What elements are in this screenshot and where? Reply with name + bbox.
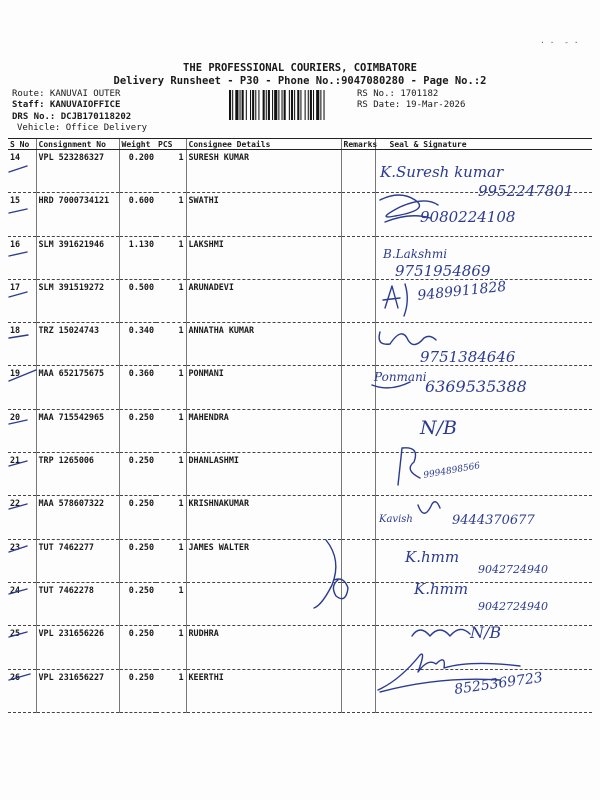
cell-consignee: KRISHNAKUMAR — [186, 496, 341, 539]
col-signature: Seal & Signature — [375, 139, 592, 150]
table-row — [8, 496, 592, 539]
cell-weight: 0.250 — [119, 409, 156, 452]
cell-signature — [375, 150, 592, 193]
cell-pcs: 1 — [156, 236, 186, 279]
cell-consignment: TUT 7462278 — [36, 582, 119, 625]
cell-signature — [375, 409, 592, 452]
col-sno: S No — [8, 139, 36, 150]
cell-signature — [375, 366, 592, 409]
table-row — [8, 539, 592, 582]
cell-weight: 0.250 — [119, 669, 156, 712]
barcode-bar — [258, 90, 259, 120]
cell-weight: 1.130 — [119, 236, 156, 279]
col-remarks: Remarks — [341, 139, 375, 150]
sig-r16-name: B.Lakshmi — [383, 247, 448, 261]
cell-remarks — [341, 496, 375, 539]
cell-sno: 22 — [8, 496, 36, 539]
sig-r26-phone: 8525369723 — [453, 669, 544, 698]
cell-pcs: 1 — [156, 366, 186, 409]
cell-consignment: MAA 578607322 — [36, 496, 119, 539]
cell-consignment: HRD 7000734121 — [36, 193, 119, 236]
cell-weight: 0.360 — [119, 366, 156, 409]
cell-consignee: ARUNADEVI — [186, 279, 341, 322]
barcode-bar — [266, 90, 267, 120]
sig-r22-phone: 9444370677 — [452, 513, 535, 528]
cell-consignee: SURESH KUMAR — [186, 150, 341, 193]
cell-sno: 18 — [8, 323, 36, 366]
barcode-bar — [294, 90, 295, 120]
cell-consignment: TRP 1265006 — [36, 453, 119, 496]
table-row — [8, 279, 592, 322]
cell-sno: 17 — [8, 279, 36, 322]
barcode-bar — [297, 90, 299, 120]
cell-remarks — [341, 453, 375, 496]
sig-r14-name: K.Suresh kumar — [380, 163, 504, 181]
barcode-bar — [246, 90, 247, 120]
barcode-bar — [310, 90, 312, 120]
cell-remarks — [341, 626, 375, 669]
barcode-bar — [282, 90, 283, 120]
table-row — [8, 626, 592, 669]
barcode-bar — [232, 90, 233, 120]
cell-weight: 0.250 — [119, 539, 156, 582]
vehicle-label: Vehicle: Office Delivery — [17, 123, 148, 133]
cell-sno: 23 — [8, 539, 36, 582]
barcode-icon — [229, 90, 354, 120]
cell-consignee: KEERTHI — [186, 669, 341, 712]
barcode-bar — [300, 90, 301, 120]
cell-remarks — [341, 366, 375, 409]
cell-consignee: ANNATHA KUMAR — [186, 323, 341, 366]
cell-remarks — [341, 323, 375, 366]
cell-signature — [375, 582, 592, 625]
barcode-bar — [255, 90, 256, 120]
sig-r23-phone: 9042724940 — [478, 563, 548, 576]
barcode-bar — [263, 90, 265, 120]
cell-remarks — [341, 279, 375, 322]
cell-sno: 16 — [8, 236, 36, 279]
cell-pcs: 1 — [156, 496, 186, 539]
cell-consignee: LAKSHMI — [186, 236, 341, 279]
cell-weight: 0.250 — [119, 626, 156, 669]
cell-weight: 0.200 — [119, 150, 156, 193]
barcode-bar — [289, 90, 290, 120]
cell-weight: 0.250 — [119, 496, 156, 539]
table-row — [8, 366, 592, 409]
cell-consignee: SWATHI — [186, 193, 341, 236]
runsheet-table — [8, 138, 592, 713]
barcode-bar — [305, 90, 306, 120]
route-label: Route: KANUVAI OUTER — [12, 89, 121, 99]
col-consignment: Consignment No — [36, 139, 119, 150]
barcode-bar — [278, 90, 279, 120]
runsheet-subtitle: Delivery Runsheet - P30 - Phone No.:9047080280 - Page No.:2 — [113, 75, 487, 87]
table-row — [8, 669, 592, 712]
cell-remarks — [341, 582, 375, 625]
cell-signature — [375, 236, 592, 279]
cell-consignment: MAA 652175675 — [36, 366, 119, 409]
col-pcs: PCS — [156, 139, 186, 150]
cell-consignment: MAA 715542965 — [36, 409, 119, 452]
sig-r23-name: K.hmm — [405, 548, 460, 566]
sig-r20-mark: N/B — [420, 417, 457, 439]
barcode-bar — [272, 90, 273, 120]
cell-signature — [375, 279, 592, 322]
cell-pcs: 1 — [156, 669, 186, 712]
sig-r18-phone: 9751384646 — [420, 348, 516, 366]
cell-remarks — [341, 409, 375, 452]
barcode-bar — [316, 90, 319, 120]
barcode-bar — [313, 90, 314, 120]
sig-r22-name: Kavish — [379, 514, 413, 525]
company-title: THE PROFESSIONAL COURIERS, COIMBATORE — [183, 62, 417, 74]
barcode-bar — [235, 90, 238, 120]
barcode-bar — [242, 90, 244, 120]
cell-consignment: VPL 231656226 — [36, 626, 119, 669]
cell-signature — [375, 496, 592, 539]
cell-pcs: 1 — [156, 626, 186, 669]
barcode-bar — [320, 90, 321, 120]
sig-r24-phone: 9042724940 — [478, 600, 548, 613]
cell-pcs: 1 — [156, 323, 186, 366]
cell-consignment: TRZ 15024743 — [36, 323, 119, 366]
cell-consignment: SLM 391621946 — [36, 236, 119, 279]
cell-pcs: 1 — [156, 453, 186, 496]
cell-remarks — [341, 150, 375, 193]
cell-signature — [375, 669, 592, 712]
table-row — [8, 236, 592, 279]
cell-pcs: 1 — [156, 150, 186, 193]
cell-remarks — [341, 193, 375, 236]
cell-signature — [375, 453, 592, 496]
barcode-bar — [324, 90, 325, 120]
drs-number: DRS No.: DCJB170118202 — [12, 112, 132, 122]
cell-consignment: TUT 7462277 — [36, 539, 119, 582]
table-row — [8, 323, 592, 366]
table-header-row — [8, 139, 592, 150]
cell-sno: 14 — [8, 150, 36, 193]
cell-sno: 21 — [8, 453, 36, 496]
col-consignee: Consignee Details — [186, 139, 341, 150]
cell-signature — [375, 193, 592, 236]
table-row — [8, 193, 592, 236]
cell-remarks — [341, 539, 375, 582]
cell-weight: 0.250 — [119, 453, 156, 496]
table-row — [8, 150, 592, 193]
table-row — [8, 453, 592, 496]
cell-consignee: DHANLASHMI — [186, 453, 341, 496]
cell-sno: 24 — [8, 582, 36, 625]
barcode-bar — [284, 90, 286, 120]
cell-consignment: VPL 231656227 — [36, 669, 119, 712]
cell-consignment: VPL 523286327 — [36, 150, 119, 193]
table-row — [8, 409, 592, 452]
cell-weight: 0.340 — [119, 323, 156, 366]
col-weight: Weight — [119, 139, 156, 150]
sig-r25-mark: N/B — [470, 623, 502, 642]
cell-consignee: RUDHRA — [186, 626, 341, 669]
barcode-bar — [252, 90, 254, 120]
cell-consignee: JAMES WALTER — [186, 539, 341, 582]
cell-sno: 15 — [8, 193, 36, 236]
cell-pcs: 1 — [156, 193, 186, 236]
cell-signature — [375, 626, 592, 669]
sig-r17-phone: 9489911828 — [416, 278, 508, 304]
sig-r19-name: Ponmani — [374, 370, 427, 384]
cell-remarks — [341, 236, 375, 279]
sig-r24-name: K.hmm — [414, 580, 469, 598]
cell-sno: 25 — [8, 626, 36, 669]
cell-sno: 26 — [8, 669, 36, 712]
cell-signature — [375, 539, 592, 582]
cell-pcs: 1 — [156, 582, 186, 625]
rs-number: RS No.: 1701182 — [357, 89, 439, 99]
cell-weight: 0.250 — [119, 582, 156, 625]
sig-r15-phone: 9080224108 — [420, 208, 516, 226]
barcode-bar — [308, 90, 309, 120]
scan-specks: · · - · — [540, 38, 579, 47]
cell-consignee: MAHENDRA — [186, 409, 341, 452]
barcode-bar — [250, 90, 251, 120]
rs-date: RS Date: 19-Mar-2026 — [357, 100, 466, 110]
cell-consignee: PONMANI — [186, 366, 341, 409]
cell-consignment: SLM 391519272 — [36, 279, 119, 322]
cell-weight: 0.600 — [119, 193, 156, 236]
table-row — [8, 582, 592, 625]
cell-pcs: 1 — [156, 409, 186, 452]
cell-pcs: 1 — [156, 279, 186, 322]
cell-sno: 20 — [8, 409, 36, 452]
sig-r16-phone: 9751954869 — [395, 262, 491, 280]
barcode-bar — [268, 90, 270, 120]
cell-sno: 19 — [8, 366, 36, 409]
staff-label: Staff: KANUVAIOFFICE — [12, 100, 121, 110]
barcode-bar — [291, 90, 293, 120]
cell-weight: 0.500 — [119, 279, 156, 322]
cell-pcs: 1 — [156, 539, 186, 582]
barcode-bar — [229, 90, 231, 120]
sig-r19-phone: 6369535388 — [425, 377, 527, 396]
cell-remarks — [341, 669, 375, 712]
sig-r21-phone: 9994898566 — [422, 461, 481, 481]
barcode-bar — [240, 90, 241, 120]
sig-r14-phone: 9952247801 — [478, 182, 574, 200]
barcode-bar — [274, 90, 277, 120]
cell-consignee — [186, 582, 341, 625]
cell-signature — [375, 323, 592, 366]
